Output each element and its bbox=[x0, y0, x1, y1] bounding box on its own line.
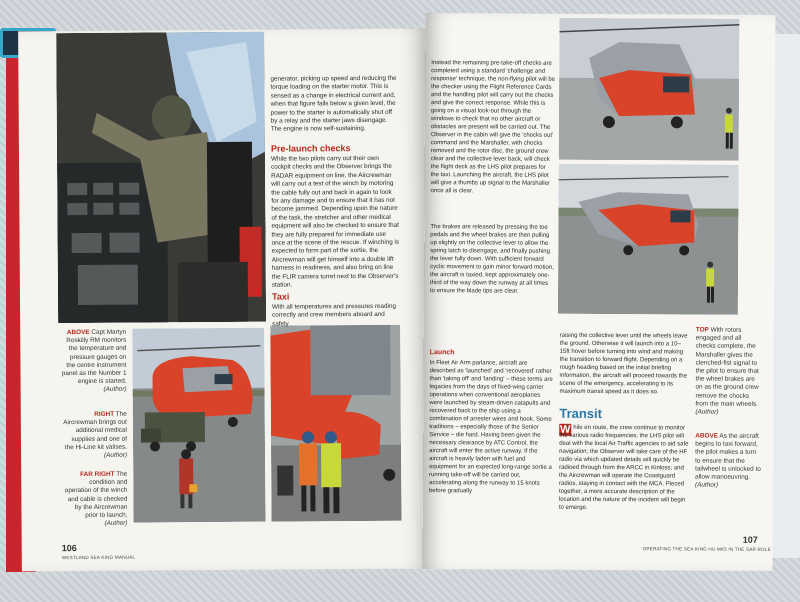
caption-top-right: TOP With rotors engaged and all checks complete, the Marshaller gives the clenched-fist signal to the pilot to ensure that the wheel brakes are on as the ground crew remove the chocks from the main wheels. (Author) bbox=[695, 326, 759, 416]
caption-far-right: FAR RIGHT The condition and operation of the winch and cable is checked by the Aircrewman prior to launch. (Author) bbox=[64, 470, 128, 528]
right-page bbox=[423, 13, 776, 571]
transit-dropcap: W bbox=[560, 423, 571, 436]
winch-check-photo bbox=[270, 325, 401, 522]
caption-right: RIGHT The Aircrewman brings out additional medical supplies and one of the Hi-Line kit valises. (Author) bbox=[63, 410, 128, 459]
caption-above-right: ABOVE As the aircraft begins to taxi forward, the pilot makes a turn to ensure that the tailwheel is unlocked to allow manoeuvring. (Author) bbox=[694, 432, 761, 489]
right-col1-text-b: The brakes are released by pressing the toe pedals and the wheel brakes are then pulling up slightly on the collective lever to allow the spring latch to disengage, and finally pushing the lever fully down. With sufficient forward cyclic movement to gain minor forward motion, the aircraft is taxied, kept approximately one-third of the way down the runway at all times to ensure the blade tips are clear. bbox=[429, 224, 554, 295]
running-title-left: WESTLAND SEA KING MANUAL bbox=[61, 554, 136, 561]
left-col-text: generator, picking up speed and reducing the torque loading on the starter motor. This is sensed as a change in electrical current and, when that figure falls below a given level, the power to the starter is automatically shut off by a relay and the starter jaws disengage. The engine is now self-sustaining. bbox=[270, 74, 397, 134]
heading-transit: Transit bbox=[559, 405, 603, 422]
launch-text: In Fleet Air Arm parlance, aircraft are described as 'launched' and 'recovered' rather than 'taking off' and 'landing' – these terms are legacies from the days of fixed-wing carrier operations when conventional aeroplanes were launched by steam-driven catapults and recovered back to the ship using a combination of arrester wires and hook. Some traditions – especially those of the Senior Service – die hard. Having been given the necessary clearance by ATC Control, the aircraft will enter the active runway. If the aircraft is heavily laden with fuel and equipment for an expected long-range sortie a running take-off will be carried out, accelerating along the runway to 15 knots before gradually bbox=[428, 360, 553, 495]
helicopter-taxi-photo bbox=[558, 164, 739, 315]
page-number-right: 107 bbox=[742, 534, 758, 545]
caption-above-left: ABOVE Capt Martyn Roskilly RM monitors the temperature and pressure gauges on the centre instrument panel as the Number 1 engine is started. (Author) bbox=[61, 328, 127, 394]
taxi-text: With all temperatures and pressures reading correctly and crew members aboard and safely bbox=[272, 302, 396, 328]
right-col1-text: Instead the remaining pre-take-off checks are completed using a standard 'challenge and response' technique, the non-flying pilot will be the checker using the Flight Reference Cards and the handling pilot will carry out the checks and give the correct response. While this is going on a visual look-out through the windows to check that no other aircraft or obstacles are present will be carried out. The Observer in the cabin will give the 'chocks out' command and the Marshaller, with chocks removed and the rotor disc, the ground crew clear and the collective lever back, will check the flight deck as the LHS pilot prepares for the taxi. Launching the aircraft, the LHS pilot will give a thumbs up signal to the Marshaller once all is clear. bbox=[430, 60, 556, 195]
heading-taxi: Taxi bbox=[271, 291, 290, 302]
heading-prelaunch: Pre-launch checks bbox=[270, 143, 351, 154]
transit-text: hile en route, the crew continue to monitor the various radio frequencies; the LHS pilot will deal with the local Air Traffic agencies to aid safe navigation; the Observer will take care of the HF radio via which updated details will quickly be radioed through from the ARCC in Kinloss; and the Aircrewman will operate the Coastguard radios, staying in contact with the MCA. Pieced together, a more accurate description of the location and the nature of the incident will begin to emerge. bbox=[558, 424, 689, 511]
helicopter-chocks-photo bbox=[559, 18, 740, 161]
left-page bbox=[18, 29, 430, 572]
heading-launch: Launch bbox=[429, 349, 455, 357]
running-title-right: OPERATING THE SEA KING HU MK5 IN THE SAR ROLE bbox=[642, 546, 771, 552]
helicopter-truck-photo bbox=[132, 328, 265, 523]
prelaunch-text: While the two pilots carry out their own cockpit checks and the Observer brings the RADAR equipment on line, the Aircrewman will carry out a test of the winch by motoring the cable fully out and back in again to look for any damage and to ensure that it has not become jammed. Depending upon the nature of the task, the stretcher and other medical equipment will also be checked to ensure that they are fully prepared for immediate use once at the scene of the rescue. If winching is expected to form part of the sortie, the Aircrewman will get himself into a double lift harness in readiness, and also bring on line the FLIR camera turret next to the Observer's station. bbox=[270, 154, 400, 289]
cockpit-photo bbox=[56, 32, 266, 323]
page-number-left: 106 bbox=[61, 543, 77, 554]
right-col2-text: raising the collective lever until the wheels leave the ground. Otherwise it will launch into a 10–15ft hover before turning into wind and making the transition to forward flight. Depending on a rough heading based on the initial briefing information, the aircraft will proceed towards the scene of the emergency, accelerating to its maximum transit speed as it does so. bbox=[559, 332, 688, 396]
